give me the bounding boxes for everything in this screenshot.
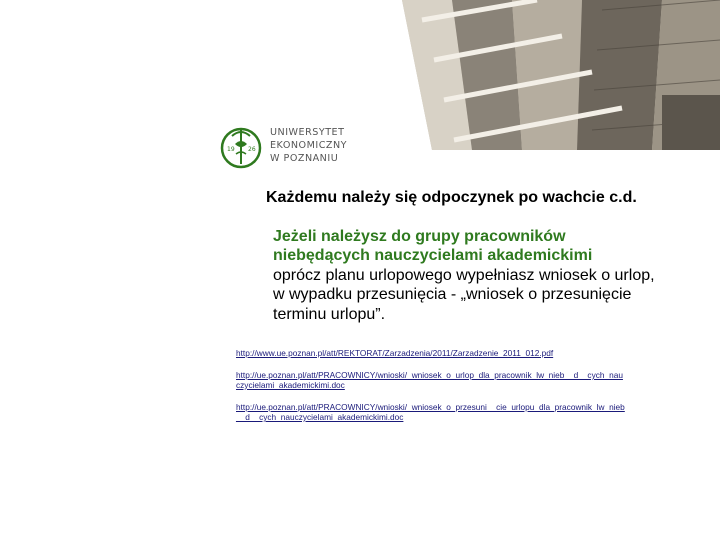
university-emblem-icon (218, 124, 264, 170)
year-right: 26 (248, 146, 256, 153)
green-line-1: Jeżeli należysz do grupy pracowników (273, 228, 566, 245)
body-line-3: oprócz planu urlopowego wypełniasz wniosek o urlop, (273, 266, 655, 284)
logo-text (270, 126, 380, 165)
link-wniosek-przesuniecie-cont[interactable]: __d__cych_nauczycielami_akademickimi.doc (236, 412, 404, 422)
slide-heading: Każdemu należy się odpoczynek po wachcie c.d. (266, 189, 637, 206)
body-line-5: terminu urlopu”. (273, 305, 386, 323)
link-wniosek-przesuniecie[interactable]: http://ue.poznan.pl/att/PRACOWNICY/wnioski/_wniosek_o_przesuni__cie_urlopu_dla_pracownik_lw_nieb (236, 402, 625, 412)
link-zarzadzenie[interactable]: http://www.ue.poznan.pl/att/REKTORAT/Zarzadzenia/2011/Zarzadzenie_2011_012.pdf (236, 348, 554, 358)
logo-line-1: UNIWERSYTET (270, 127, 345, 138)
logo-line-3: W POZNANIU (270, 153, 339, 164)
green-line-2: niebędących nauczycielami akademickimi (273, 247, 593, 265)
link-wniosek-urlop[interactable]: http://ue.poznan.pl/att/PRACOWNICY/wnioski/_wniosek_o_urlop_dla_pracownik_lw_nieb__d__cych_nau (236, 370, 623, 380)
logo-line-2: EKONOMICZNY (270, 140, 348, 151)
university-logo (218, 124, 378, 170)
building-photo (362, 0, 720, 150)
body-line-4: w wypadku przesunięcia - „wniosek o przesunięcie (273, 286, 632, 304)
links-list (236, 348, 716, 422)
year-left: 19 (227, 146, 235, 153)
body-paragraph (273, 227, 713, 324)
link-wniosek-urlop-cont[interactable]: czycielami_akademickimi.doc (236, 380, 345, 390)
